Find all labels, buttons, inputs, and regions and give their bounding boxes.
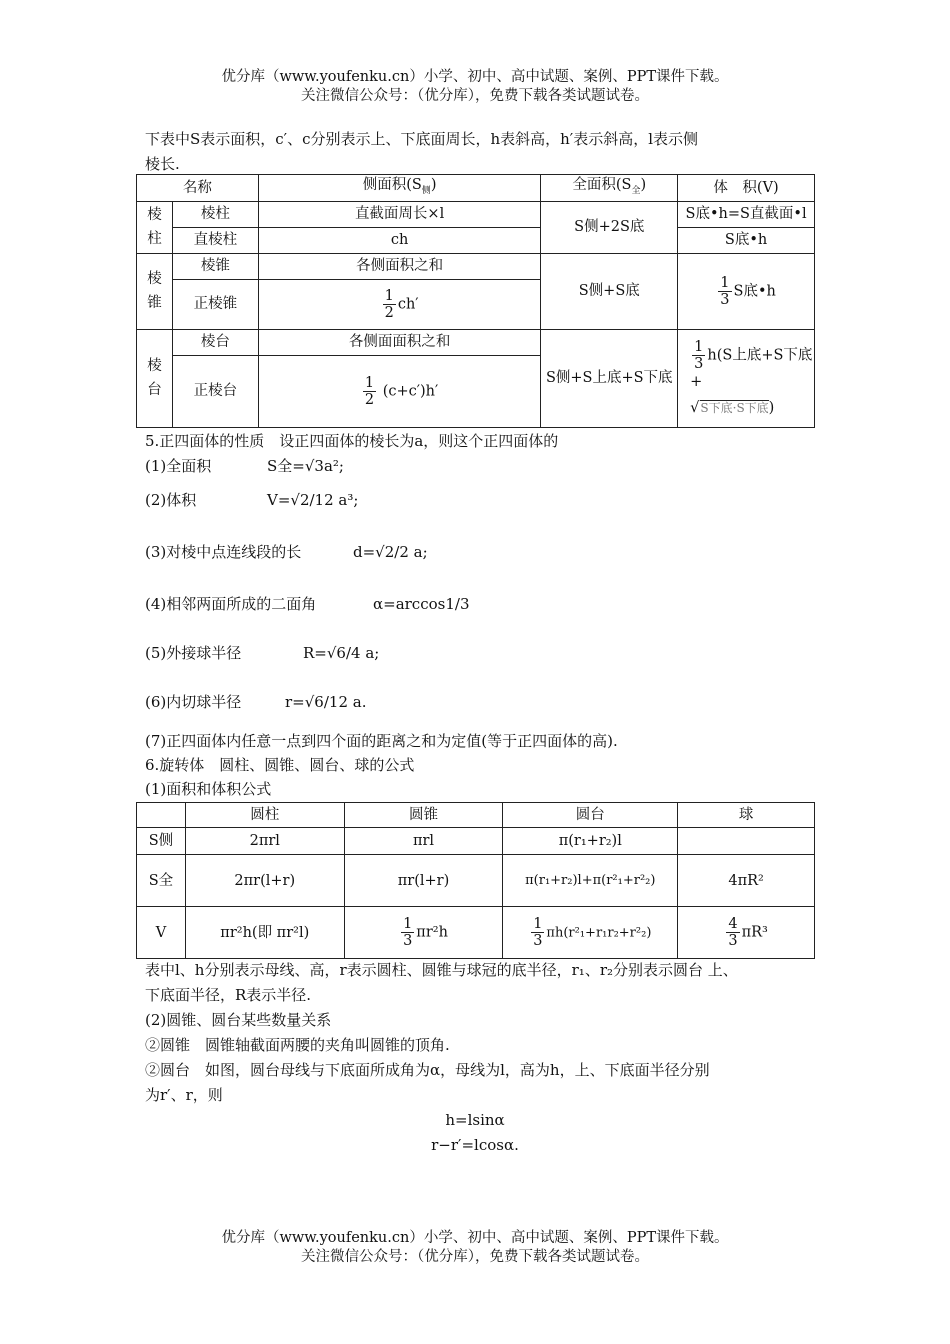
header-name: 名称 — [137, 175, 259, 202]
header-frustum: 圆台 — [503, 803, 678, 828]
header-sphere: 球 — [678, 803, 815, 828]
frus-full: S侧+S上底+S下底 — [541, 329, 678, 427]
row-label: S全 — [137, 855, 186, 907]
prism-volume: S底•h=S直截面•l — [678, 201, 815, 227]
rprism-volume: S底•h — [678, 227, 815, 253]
s5-title: 5.正四面体的性质 设正四面体的棱长为a，则这个正四面体的 — [145, 432, 559, 450]
cell: πr(l+r) — [344, 855, 503, 907]
cell: 4πR² — [678, 855, 815, 907]
intro-line-1: 下表中S表示面积，c′、c分别表示上、下底面周长，h表斜高，h′表示斜高，l表示侧 — [145, 130, 699, 148]
header-cone: 圆锥 — [344, 803, 503, 828]
rpyr-name: 正棱锥 — [172, 279, 258, 329]
rprism-side: ch — [258, 227, 541, 253]
header-side-area: 侧面积$(S_侧)$ — [258, 175, 541, 202]
header-line-1: 优分库（www.youfenku.cn）小学、初中、高中试题、案例、PPT课件下载。 — [221, 69, 729, 85]
prism-full: S侧+2S底 — [541, 201, 678, 253]
frus-name: 棱台 — [172, 329, 258, 355]
table-row — [137, 227, 815, 253]
s5-item-3: (3)对棱中点连线段的长 d=√2/2 a; — [145, 543, 428, 561]
group-frustum: 棱台 — [137, 329, 173, 427]
header-line-2: 关注微信公众号：（优分库），免费下载各类试题试卷。 — [301, 88, 649, 104]
formula: V=√2/12 a³; — [267, 491, 359, 509]
formula-r: r−r′=lcosα. — [431, 1136, 519, 1154]
s5-item-4: (4)相邻两面所成的二面角 α=arccos1/3 — [145, 595, 470, 613]
frus-side: 各侧面面积之和 — [258, 329, 541, 355]
s5-item-5: (5)外接球半径 R=√6/4 a; — [145, 644, 380, 662]
header-volume: 体 积(V) — [678, 175, 815, 202]
row-label: V — [137, 907, 186, 959]
after-cone: ②圆锥 圆锥轴截面两腰的夹角叫圆锥的顶角. — [145, 1036, 450, 1054]
pyr-side: 各侧面积之和 — [258, 253, 541, 279]
s5-item-7: (7)正四面体内任意一点到四个面的距离之和为定值(等于正四面体的高). — [145, 732, 618, 750]
page-header — [0, 68, 950, 106]
cell: π(r₁+r₂)l — [503, 828, 678, 855]
table-row — [137, 828, 815, 855]
s6-title: 6.旋转体 圆柱、圆锥、圆台、球的公式 — [145, 756, 415, 774]
polyhedra-table — [136, 174, 815, 428]
header-full-area: 全面积$(S_全)$ — [541, 175, 678, 202]
footer-line-1: 优分库（www.youfenku.cn）小学、初中、高中试题、案例、PPT课件下载。 — [221, 1230, 729, 1246]
pyr-volume: $\frac{1}{3}$ S底•h — [678, 253, 815, 329]
table-row — [137, 907, 815, 959]
cell: π(r₁+r₂)l+π(r²₁+r²₂) — [503, 855, 678, 907]
after-frustum-b: 为r′、r，则 — [145, 1086, 223, 1104]
group-pyramid: 棱锥 — [137, 253, 173, 329]
after-frustum-a: ②圆台 如图，圆台母线与下底面所成角为α，母线为l，高为h，上、下底面半径分别 — [145, 1061, 710, 1079]
cell: $\frac{1}{3}$ πh(r²₁+r₁r₂+r²₂) — [503, 907, 678, 959]
formula: r=√6/12 a. — [285, 693, 367, 711]
cell: $\frac{4}{3}$ πR³ — [678, 907, 815, 959]
formula: α=arccos1/3 — [373, 595, 470, 613]
formula-h: h=lsinα — [445, 1111, 505, 1129]
group-prism: 棱柱 — [137, 201, 173, 253]
cell — [678, 828, 815, 855]
intro-paragraph — [145, 127, 815, 177]
rfrus-name: 正棱台 — [172, 355, 258, 427]
cell: πr²h(即 πr²l) — [185, 907, 344, 959]
after-line-2: 下底面半径，R表示半径. — [145, 986, 312, 1004]
s6-sub1: (1)面积和体积公式 — [145, 780, 272, 798]
s5-item-1: (1)全面积 S全=√3a²; — [145, 457, 344, 475]
corner — [137, 803, 186, 828]
formula: S全=√3a²; — [267, 457, 344, 475]
formula: d=√2/2 a; — [353, 543, 428, 561]
prism-side: 直截面周长×l — [258, 201, 541, 227]
table-row — [137, 803, 815, 828]
cell: 2πrl — [185, 828, 344, 855]
after-line-1: 表中l、h分别表示母线、高，r表示圆柱、圆锥与球冠的底半径，r₁、r₂分别表示圆台 上、 — [145, 961, 738, 979]
cell: πrl — [344, 828, 503, 855]
table-row — [137, 175, 815, 202]
rprism-name: 直棱柱 — [172, 227, 258, 253]
s5-item-6: (6)内切球半径 r=√6/12 a. — [145, 693, 367, 711]
row-label: S侧 — [137, 828, 186, 855]
table-row — [137, 253, 815, 279]
header-cylinder: 圆柱 — [185, 803, 344, 828]
pyr-name: 棱锥 — [172, 253, 258, 279]
frus-volume: $\frac{1}{3}$ h(S上底+S下底+ √S下底·S下底) — [678, 329, 815, 427]
prism-name: 棱柱 — [172, 201, 258, 227]
s5-item-2: (2)体积 V=√2/12 a³; — [145, 491, 359, 509]
cell: $\frac{1}{3}$ πr²h — [344, 907, 503, 959]
after-sub2: (2)圆锥、圆台某些数量关系 — [145, 1011, 332, 1029]
footer-line-2: 关注微信公众号：（优分库），免费下载各类试题试卷。 — [301, 1249, 649, 1265]
after-paragraph — [145, 958, 815, 1108]
table-row — [137, 329, 815, 355]
table-row — [137, 855, 815, 907]
pyr-full: S侧+S底 — [541, 253, 678, 329]
formula: R=√6/4 a; — [303, 644, 380, 662]
cell: 2πr(l+r) — [185, 855, 344, 907]
rpyr-side: $\frac{1}{2}$ ch′ — [258, 279, 541, 329]
page-footer — [0, 1229, 950, 1267]
table-row — [137, 201, 815, 227]
rfrus-side: $\frac{1}{2}$ (c+c′)h′ — [258, 355, 541, 427]
revolution-table — [136, 802, 815, 959]
intro-line-2: 棱长. — [145, 155, 180, 173]
